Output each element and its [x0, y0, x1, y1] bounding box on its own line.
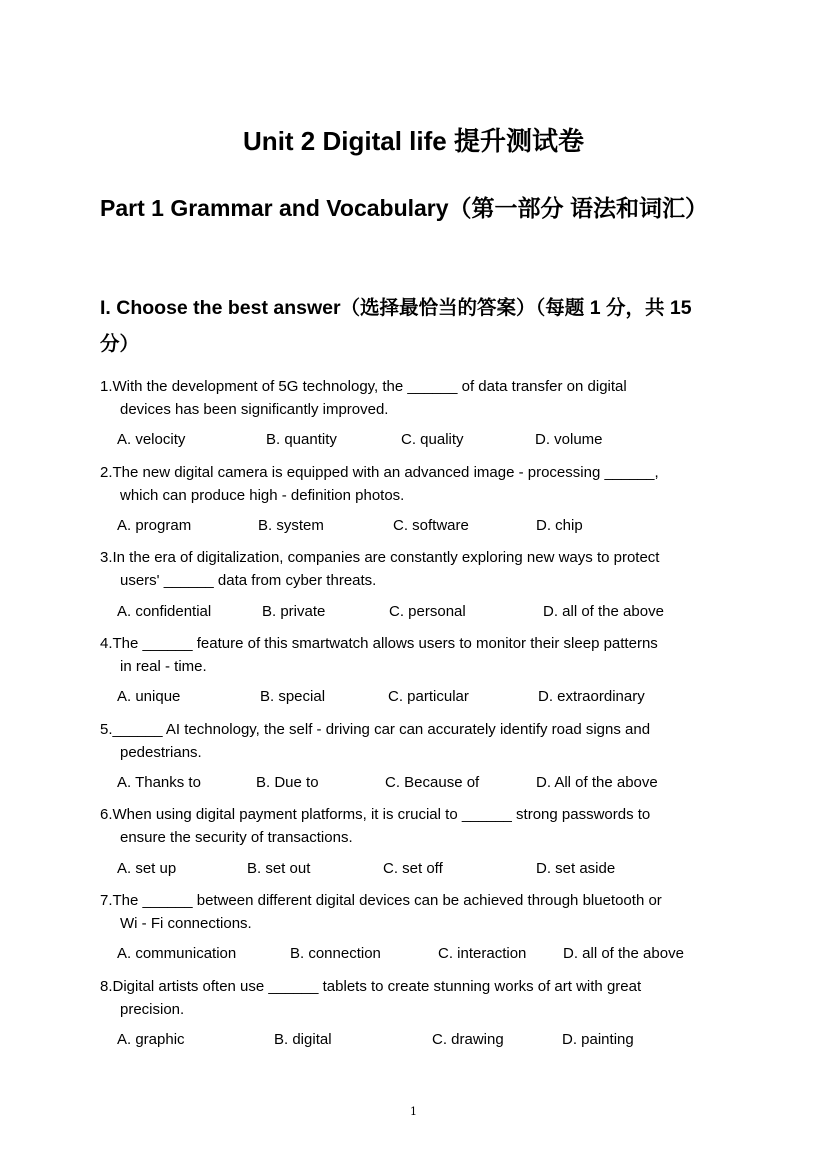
option-a: A. graphic — [117, 1031, 185, 1048]
options-row-1 — [117, 429, 717, 451]
question-text-continued: which can produce high - definition photos. — [120, 487, 405, 504]
option-c: C. drawing — [432, 1031, 504, 1048]
options-row-2 — [117, 515, 717, 537]
question-text: 3.In the era of digitalization, companies are constantly exploring new ways to protect — [100, 549, 660, 566]
option-d: D. all of the above — [543, 603, 664, 620]
part-heading: Part 1 Grammar and Vocabulary（第一部分 语法和词汇） — [100, 195, 708, 221]
question-text: 2.The new digital camera is equipped with an advanced image - processing ______, — [100, 464, 659, 481]
question-text: 7.The ______ between different digital devices can be achieved through bluetooth or — [100, 892, 662, 909]
option-c: C. interaction — [438, 945, 527, 962]
question-text: 8.Digital artists often use ______ tablets to create stunning works of art with great — [100, 978, 642, 995]
option-a: A. program — [117, 517, 192, 534]
option-a: A. set up — [117, 860, 177, 877]
question-6 — [100, 803, 730, 849]
option-a: A. unique — [117, 688, 181, 705]
option-b: B. system — [258, 517, 324, 534]
option-b: B. digital — [274, 1031, 332, 1048]
options-row-7 — [117, 943, 717, 965]
option-c: C. software — [393, 517, 469, 534]
option-c: C. particular — [388, 688, 469, 705]
question-1 — [100, 375, 730, 421]
option-d: D. painting — [562, 1031, 634, 1048]
question-text-continued: users' ______ data from cyber threats. — [120, 572, 377, 589]
option-a: A. confidential — [117, 603, 212, 620]
option-b: B. special — [260, 688, 326, 705]
section-heading: I. Choose the best answer（选择最恰当的答案）（每题 1 分，共 15 分） — [100, 297, 692, 355]
option-c: C. quality — [401, 431, 464, 448]
options-row-4 — [117, 686, 717, 708]
option-b: B. quantity — [266, 431, 337, 448]
option-a: A. velocity — [117, 431, 186, 448]
question-text-continued: Wi - Fi connections. — [120, 915, 252, 932]
question-text: 4.The ______ feature of this smartwatch allows users to monitor their sleep patterns — [100, 635, 658, 652]
option-d: D. set aside — [536, 860, 616, 877]
option-d: D. volume — [535, 431, 603, 448]
question-text-continued: precision. — [120, 1001, 185, 1018]
option-b: B. connection — [290, 945, 381, 962]
option-c: C. Because of — [385, 774, 480, 791]
question-text-continued: devices has been significantly improved. — [120, 401, 389, 418]
option-b: B. private — [262, 603, 326, 620]
option-c: C. set off — [383, 860, 443, 877]
option-d: D. all of the above — [563, 945, 684, 962]
question-text-continued: ensure the security of transactions. — [120, 829, 353, 846]
option-a: A. Thanks to — [117, 774, 201, 791]
document-title: Unit 2 Digital life 提升测试卷 — [243, 126, 584, 156]
question-text: 5.______ AI technology, the self - driving car can accurately identify road signs and — [100, 721, 651, 738]
options-row-3 — [117, 601, 717, 623]
question-text-continued: in real - time. — [120, 658, 207, 675]
question-text: 1.With the development of 5G technology, the ______ of data transfer on digital — [100, 378, 627, 395]
options-row-8 — [117, 1029, 717, 1051]
option-d: D. chip — [536, 517, 583, 534]
question-2 — [100, 461, 730, 507]
option-d: D. All of the above — [536, 774, 658, 791]
question-7 — [100, 889, 730, 935]
question-4 — [100, 632, 730, 678]
question-3 — [100, 546, 730, 592]
option-d: D. extraordinary — [538, 688, 645, 705]
question-5 — [100, 718, 730, 764]
question-text: 6.When using digital payment platforms, it is crucial to ______ strong passwords to — [100, 806, 651, 823]
option-c: C. personal — [389, 603, 466, 620]
page-number: 1 — [410, 1105, 417, 1118]
option-b: B. set out — [247, 860, 311, 877]
option-b: B. Due to — [256, 774, 319, 791]
question-8 — [100, 975, 730, 1021]
option-a: A. communication — [117, 945, 237, 962]
options-row-6 — [117, 858, 717, 880]
question-text-continued: pedestrians. — [120, 744, 202, 761]
options-row-5 — [117, 772, 717, 794]
